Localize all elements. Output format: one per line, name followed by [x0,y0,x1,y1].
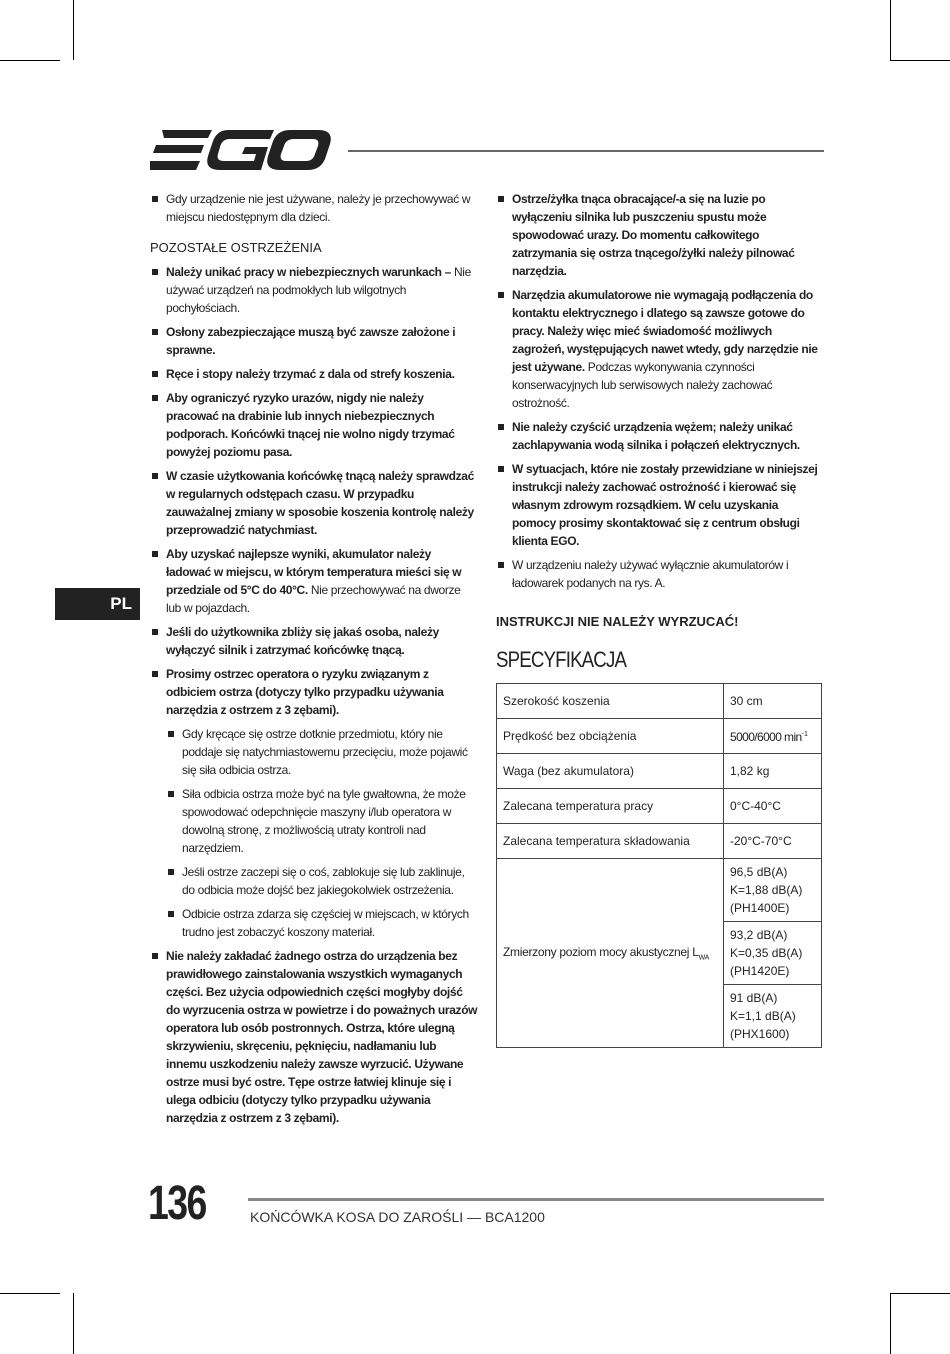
intro-list [150,190,478,226]
spec-table [496,683,822,1048]
list-item: Jeśli do użytkownika zbliży się jakaś osoba, należy wyłączyć silnik i zatrzymać końcówkę tnącą. [150,623,478,659]
spec-label: Zmierzony poziom mocy akustycznej $L_{WA}$ [497,859,724,1048]
table-row [497,824,822,859]
sub-list-item: Siła odbicia ostrza może być na tyle gwałtowna, że może spowodować odepchnięcie maszyny i/lub operatora w dowolną stronę, z możliwością utraty kontroli nad narzędziem. [166,785,478,857]
table-row [497,684,822,719]
table-row [497,859,822,922]
spec-value: 93,2 dB(A) K=0,35 dB(A) (PH1420E) [724,922,822,985]
crop-mark [0,1293,60,1294]
footer-rule [248,1198,824,1201]
list-item: W urządzeniu należy używać wyłącznie akumulatorów i ładowarek podanych na rys. A. [496,556,824,592]
list-item: Osłony zabezpieczające muszą być zawsze założone i sprawne. [150,323,478,359]
warnings-list [150,263,478,1127]
list-item: Narzędzia akumulatorowe nie wymagają podłączenia do kontaktu elektrycznego i dlatego są zawsze gotowe do pracy. Należy więc mieć świadomość możliwych zagrożeń, występujących nawet wtedy, gdy narzędzie nie jest używane. Podczas wykonywania czynności konserwacyjnych lub serwisowych należy zachować ostrożność. [496,286,824,412]
list-item: Aby ograniczyć ryzyko urazów, nigdy nie należy pracować na drabinie lub innych niebezpiecznych podporach. Końcówki tnącej nie wolno nigdy trzymać powyżej poziomu pasa. [150,389,478,461]
spec-title: SPECYFIKACJA [496,647,627,672]
spec-value: 0°C-40°C [724,789,822,824]
crop-mark [0,60,60,61]
list-item: W czasie użytkowania końcówkę tnącą należy sprawdzać w regularnych odstępach czasu. W przypadku zauważalnej zmiany w sposobie koszenia kontrolę należy przeprowadzić natychmiast. [150,467,478,539]
list-item: W sytuacjach, które nie zostały przewidziane w niniejszej instrukcji należy zachować ostrożność i kierować się własnym zdrowym rozsądkiem. W celu uzyskania pomocy prosimy skontaktować się z centrum obsługi klienta EGO. [496,460,824,550]
list-item: Nie należy czyścić urządzenia wężem; należy unikać zachlapywania wodą silnika i połączeń elektrycznych. [496,418,824,454]
crop-mark [73,0,74,60]
spec-label: Zalecana temperatura składowania [497,824,724,859]
crop-mark [890,0,891,60]
list-item: Ostrze/żyłka tnąca obracające/-a się na luzie po wyłączeniu silnika lub puszczeniu spustu może spowodować urazy. Do momentu całkowitego zatrzymania się ostrza tnącego/żyłki należy pilnować narzędzia. [496,190,824,280]
crop-mark [890,60,950,61]
spec-label: Szerokość koszenia [497,684,724,719]
spec-label: Zalecana temperatura pracy [497,789,724,824]
crop-mark [890,1293,891,1354]
language-tab: PL [55,588,140,620]
table-row [497,754,822,789]
spec-value: -20°C-70°C [724,824,822,859]
spec-value: 1,82 kg [724,754,822,789]
spec-value: 30 cm [724,684,822,719]
footer-title: KOŃCÓWKA KOSA DO ZAROŚLI — BCA1200 [250,1209,545,1225]
left-column [150,190,478,1133]
list-item: Gdy urządzenie nie jest używane, należy je przechowywać w miejscu niedostępnym dla dzieci. [150,190,478,226]
warnings-list-right [496,190,824,592]
spec-value: 5000/6000 $\min^{-1}$ [724,719,822,754]
list-item: Nie należy zakładać żadnego ostrza do urządzenia bez prawidłowego zainstalowania wszystkich wymaganych części. Bez użycia odpowiednich części mogłyby dojść do wyrzucenia ostrza w powietrze i do poważnych urazów operatora lub osób postronnych. Ostrza, które ulegną skrzywieniu, skręceniu, pęknięciu, nadłamaniu lub innemu uszkodzeniu należy zawsze wyrzucić. Używane ostrze musi być ostre. Tępe ostrze łatwiej klinuje się i ulega odbiciu (dotyczy tylko przypadku używania narzędzia z ostrzem z 3 zębami). [150,947,478,1127]
spec-label: Prędkość bez obciążenia [497,719,724,754]
list-item: Ręce i stopy należy trzymać z dala od strefy koszenia. [150,365,478,383]
spec-label: Waga (bez akumulatora) [497,754,724,789]
section-title: POZOSTAŁE OSTRZEŻENIA [150,240,322,255]
table-row [497,789,822,824]
sub-list-item: Gdy kręcące się ostrze dotknie przedmiotu, który nie poddaje się natychmiastowemu przecięciu, może pojawić się siła odbicia ostrza. [166,725,478,779]
right-column [496,190,824,1048]
crop-mark [73,1293,74,1354]
spec-value: 96,5 dB(A) K=1,88 dB(A) (PH1400E) [724,859,822,922]
ego-logo [150,130,332,170]
header-rule [348,150,824,152]
list-item: Należy unikać pracy w niebezpiecznych warunkach – Nie używać urządzeń na podmokłych lub wilgotnych pochyłościach. [150,263,478,317]
list-item: Prosimy ostrzec operatora o ryzyku związanym z odbiciem ostrza (dotyczy tylko przypadku używania narzędzia z ostrzem z 3 zębami). [150,665,478,719]
list-item: Aby uzyskać najlepsze wyniki, akumulator należy ładować w miejscu, w którym temperatura mieści się w przedziale od 5°C do 40°C. Nie przechowywać na dworze lub w pojazdach. [150,545,478,617]
keep-instructions-heading: INSTRUKCJI NIE NALEŻY WYRZUCAĆ! [496,614,739,629]
sub-list-item: Odbicie ostrza zdarza się częściej w miejscach, w których trudno jest zobaczyć koszony materiał. [166,905,478,941]
table-row [497,719,822,754]
sub-list-item: Jeśli ostrze zaczepi się o coś, zablokuje się lub zaklinuje, do odbicia może dojść bez jakiegokolwiek ostrzeżenia. [166,863,478,899]
spec-value: 91 dB(A) K=1,1 dB(A) (PHX1600) [724,985,822,1048]
page-number: 136 [148,1177,206,1230]
crop-mark [890,1293,950,1294]
